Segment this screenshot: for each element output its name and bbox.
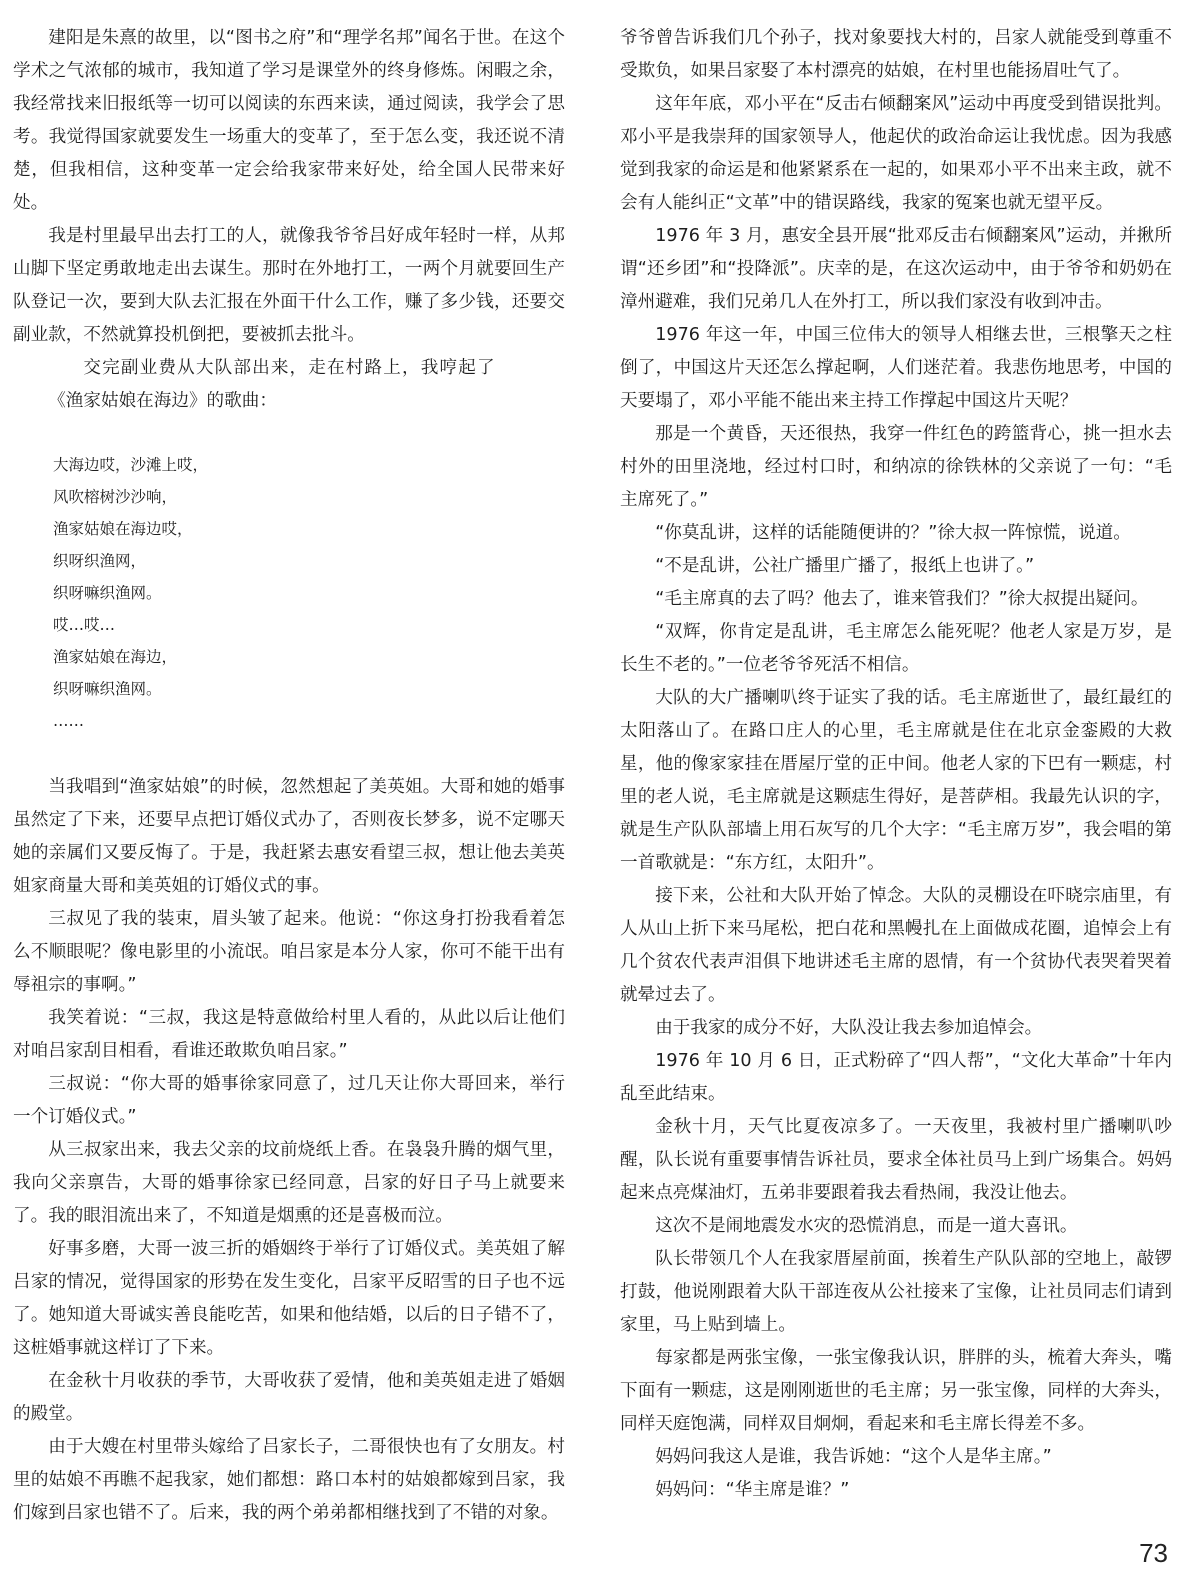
paragraph: 这年年底，邓小平在“反击右倾翻案风”运动中再度受到错误批判。邓小平是我崇拜的国家领导人，他起伏的政治命运让我忧虑。因为我感觉到我家的命运是和他紧紧系在一起的，如果邓小平不出来主政，就不会有人能纠正“文革”中的错误路线，我家的冤案也就无望平反。 bbox=[620, 94, 1172, 213]
lyric-line: …… bbox=[53, 712, 84, 730]
paragraph: 由于大嫂在村里带头嫁给了吕家长子，二哥很快也有了女朋友。村里的姑娘不再瞧不起我家，她们都想：路口本村的姑娘都嫁到吕家，我们嫁到吕家也错不了。后来，我的两个弟弟都相继找到了不错的对象。 bbox=[13, 1437, 565, 1523]
lyric-line: 渔家姑娘在海边哎， bbox=[53, 520, 193, 538]
paragraph: “毛主席真的去了吗？他去了，谁来管我们？”徐大叔提出疑问。 bbox=[655, 589, 1149, 609]
paragraph: 我是村里最早出去打工的人，就像我爷爷吕好成年轻时一样，从邦山脚下坚定勇敢地走出去谋生。那时在外地打工，一两个月就要回生产队登记一次，要到大队去汇报在外面干什么工作，赚了多少钱，还要交副业款，不然就算投机倒把，要被抓去批斗。 bbox=[13, 226, 565, 345]
paragraph: 1976 年这一年，中国三位伟大的领导人相继去世，三根擎天之柱倒了，中国这片天还怎么撑起啊，人们迷茫着。我悲伤地思考，中国的天要塌了，邓小平能不能出来主持工作撑起中国这片天呢？ bbox=[620, 325, 1172, 411]
lyric-line: 织呀织渔网， bbox=[53, 552, 147, 570]
paragraph: 从三叔家出来，我去父亲的坟前烧纸上香。在袅袅升腾的烟气里，我向父亲禀告，大哥的婚事徐家已经同意，吕家的好日子马上就要来了。我的眼泪流出来了，不知道是烟熏的还是喜极而泣。 bbox=[13, 1140, 565, 1226]
right-column bbox=[620, 22, 1172, 1507]
paragraph: 三叔说：“你大哥的婚事徐家同意了，过几天让你大哥回来，举行一个订婚仪式。” bbox=[13, 1074, 565, 1127]
paragraph: 爷爷曾告诉我们几个孙子，找对象要找大村的，吕家人就能受到尊重不受欺负，如果吕家娶了本村漂亮的姑娘，在村里也能扬眉吐气了。 bbox=[620, 28, 1172, 81]
paragraph: 建阳是朱熹的故里，以“图书之府”和“理学名邦”闻名于世。在这个学术之气浓郁的城市，我知道了学习是课堂外的终身修炼。闲暇之余，我经常找来旧报纸等一切可以阅读的东西来读，通过阅读，我学会了思考。我觉得国家就要发生一场重大的变革了，至于怎么变，我还说不清楚，但我相信，这种变革一定会给我家带来好处，给全国人民带来好处。 bbox=[13, 28, 565, 213]
paragraph: “不是乱讲，公社广播里广播了，报纸上也讲了。” bbox=[655, 556, 1035, 576]
paragraph: “你莫乱讲，这样的话能随便讲的？”徐大叔一阵惊慌，说道。 bbox=[655, 523, 1131, 543]
lyric-line: 渔家姑娘在海边， bbox=[53, 648, 178, 666]
paragraph: 每家都是两张宝像，一张宝像我认识，胖胖的头，梳着大奔头，嘴下面有一颗痣，这是刚刚逝世的毛主席；另一张宝像，同样的大奔头，同样天庭饱满，同样双目炯炯，看起来和毛主席长得差不多。 bbox=[620, 1348, 1172, 1434]
page-number: 73 bbox=[1139, 1538, 1168, 1568]
paragraph: 接下来，公社和大队开始了悼念。大队的灵棚设在吓晓宗庙里，有人从山上折下来马尾松，把白花和黑幔扎在上面做成花圈，追悼会上有几个贫农代表声泪俱下地讲述毛主席的恩情，有一个贫协代表哭着哭着就晕过去了。 bbox=[620, 886, 1172, 1005]
spacer bbox=[13, 737, 565, 771]
song-lyrics bbox=[53, 449, 565, 737]
lyric-line: 织呀嘛织渔网。 bbox=[53, 584, 162, 602]
lyric-line: 哎…哎… bbox=[53, 616, 116, 634]
paragraph: 妈妈问：“华主席是谁？” bbox=[655, 1480, 850, 1500]
paragraph: 在金秋十月收获的季节，大哥收获了爱情，他和美英姐走进了婚姻的殿堂。 bbox=[13, 1371, 565, 1424]
paragraph: 好事多磨，大哥一波三折的婚姻终于举行了订婚仪式。美英姐了解吕家的情况，觉得国家的形势在发生变化，吕家平反昭雪的日子也不远了。她知道大哥诚实善良能吃苦，如果和他结婚，以后的日子错不了，这桩婚事就这样订了下来。 bbox=[13, 1239, 565, 1358]
paragraph: 大队的大广播喇叭终于证实了我的话。毛主席逝世了，最红最红的太阳落山了。在路口庄人的心里，毛主席就是住在北京金銮殿的大救星，他的像家家挂在厝屋厅堂的正中间。他老人家的下巴有一颗痣，村里的老人说，毛主席就是这颗痣生得好，是菩萨相。我最先认识的字，就是生产队队部墙上用石灰写的几个大字：“毛主席万岁”，我会唱的第一首歌就是：“东方红，太阳升”。 bbox=[620, 688, 1172, 873]
paragraph: 金秋十月，天气比夏夜凉多了。一天夜里，我被村里广播喇叭吵醒，队长说有重要事情告诉社员，要求全体社员马上到广场集合。妈妈起来点亮煤油灯，五弟非要跟着我去看热闹，我没让他去。 bbox=[620, 1117, 1172, 1203]
paragraph: 我笑着说：“三叔，我这是特意做给村里人看的，从此以后让他们对咱吕家刮目相看，看谁还敢欺负咱吕家。” bbox=[13, 1008, 565, 1061]
lyric-line: 织呀嘛织渔网。 bbox=[53, 680, 162, 698]
lyric-line: 风吹榕树沙沙响， bbox=[53, 488, 178, 506]
lyric-line: 大海边哎，沙滩上哎， bbox=[53, 456, 209, 474]
paragraph: 1976 年 10 月 6 日，正式粉碎了“四人帮”，“文化大革命”十年内乱至此结束。 bbox=[620, 1051, 1172, 1104]
paragraph: 那是一个黄昏，天还很热，我穿一件红色的跨篮背心，挑一担水去村外的田里浇地，经过村口时，和纳凉的徐铁林的父亲说了一句：“毛主席死了。” bbox=[620, 424, 1172, 510]
paragraph: 三叔见了我的装束，眉头皱了起来。他说：“你这身打扮我看着怎么不顺眼呢？像电影里的小流氓。咱吕家是本分人家，你可不能干出有辱祖宗的事啊。” bbox=[13, 909, 565, 995]
paragraph: 由于我家的成分不好，大队没让我去参加追悼会。 bbox=[655, 1018, 1043, 1038]
paragraph: 当我唱到“渔家姑娘”的时候，忽然想起了美英姐。大哥和她的婚事虽然定了下来，还要早点把订婚仪式办了，否则夜长梦多，说不定哪天她的亲属们又要反悔了。于是，我赶紧去惠安看望三叔，想让他去美英姐家商量大哥和美英姐的订婚仪式的事。 bbox=[13, 777, 565, 896]
paragraph: 妈妈问我这人是谁，我告诉她：“这个人是华主席。” bbox=[655, 1447, 1052, 1467]
paragraph: 交完副业费从大队部出来，走在村路上，我哼起了《渔家姑娘在海边》的歌曲： bbox=[48, 358, 495, 411]
paragraph: “双辉，你肯定是乱讲，毛主席怎么能死呢？他老人家是万岁，是长生不老的。”一位老爷爷死活不相信。 bbox=[620, 622, 1172, 675]
paragraph: 这次不是闹地震发水灾的恐慌消息，而是一道大喜讯。 bbox=[655, 1216, 1078, 1236]
paragraph: 1976 年 3 月，惠安全县开展“批邓反击右倾翻案风”运动，并揪所谓“还乡团”和“投降派”。庆幸的是，在这次运动中，由于爷爷和奶奶在漳州避难，我们兄弟几人在外打工，所以我们家没有收到冲击。 bbox=[620, 226, 1172, 312]
left-column bbox=[13, 22, 565, 1530]
paragraph: 队长带领几个人在我家厝屋前面，挨着生产队队部的空地上，敲锣打鼓，他说刚跟着大队干部连夜从公社接来了宝像，让社员同志们请到家里，马上贴到墙上。 bbox=[620, 1249, 1172, 1335]
